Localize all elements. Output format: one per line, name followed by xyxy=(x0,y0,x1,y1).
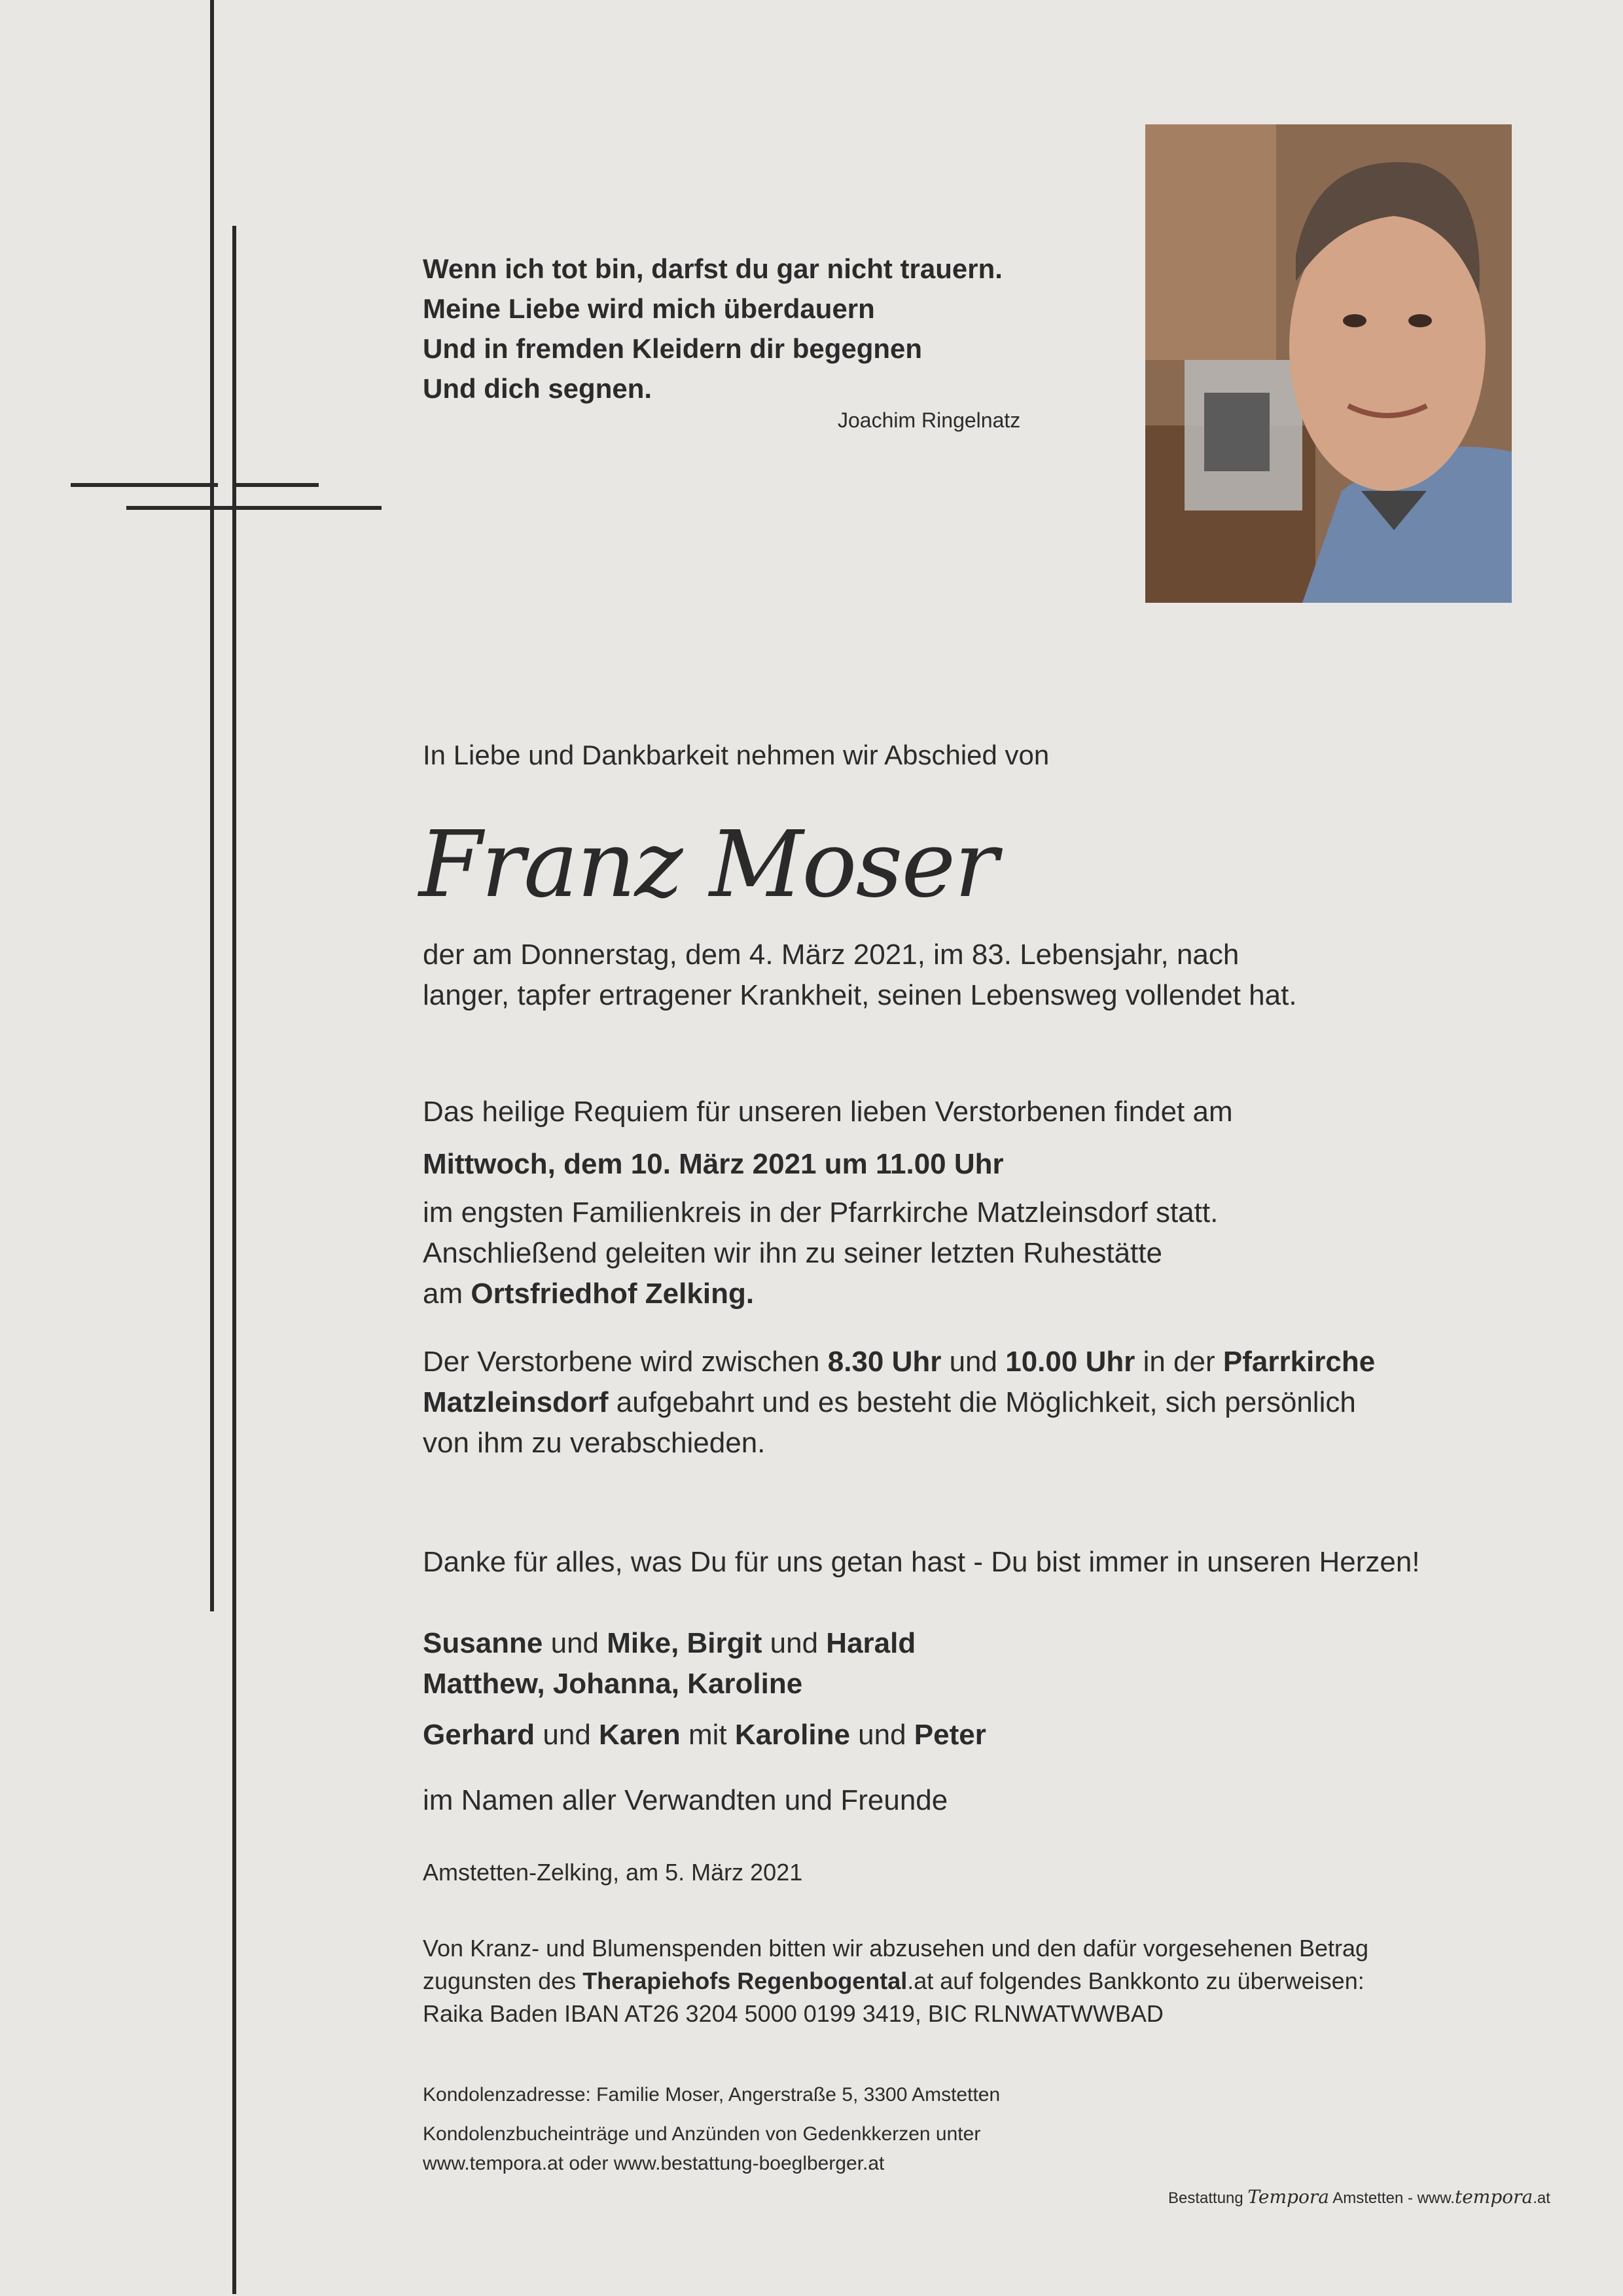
family-name: Peter xyxy=(914,1719,986,1751)
family-line: Matthew, Johanna, Karoline xyxy=(423,1668,803,1700)
poem-line: Und in fremden Kleidern dir begegnen xyxy=(423,333,923,364)
cross-horizontal-lower xyxy=(126,506,382,510)
condolence-book-line: www.tempora.at oder www.bestattung-boeglberger.at xyxy=(423,2153,885,2174)
bank-details: Raika Baden IBAN AT26 3204 5000 0199 3419, BIC RLNWATWWBAD xyxy=(423,2000,1164,2027)
portrait-photo xyxy=(1145,124,1512,603)
death-notice-line: langer, tapfer ertragener Krankheit, seinen Lebensweg vollendet hat. xyxy=(423,979,1297,1011)
viewing-line: von ihm zu verabschieden. xyxy=(423,1427,766,1459)
cross-vertical-short xyxy=(232,226,236,2294)
footer-text: .at xyxy=(1533,2189,1550,2207)
thanks-text: Danke für alles, was Du für uns getan hast - Du bist immer in unseren Herzen! xyxy=(423,1546,1420,1578)
family-line xyxy=(423,1715,986,1755)
family-connector: und xyxy=(543,1627,607,1659)
cross-horizontal-upper-left xyxy=(71,483,218,487)
requiem-line xyxy=(423,1274,1218,1314)
intro-text: In Liebe und Dankbarkeit nehmen wir Abschied von xyxy=(423,740,1050,770)
condolence-book xyxy=(423,2119,980,2178)
family-connector: und xyxy=(535,1719,599,1751)
poem-author: Joachim Ringelnatz xyxy=(838,408,1021,432)
condolence-address: Kondolenzadresse: Familie Moser, Angerstraße 5, 3300 Amstetten xyxy=(423,2084,1001,2106)
viewing-time-end: 10.00 Uhr xyxy=(1005,1346,1135,1378)
poem-line: Meine Liebe wird mich überdauern xyxy=(423,293,875,324)
cemetery-name: Ortsfriedhof Zelking. xyxy=(471,1278,755,1310)
donation-line xyxy=(423,1965,1368,1998)
viewing-text: in der xyxy=(1135,1346,1223,1378)
family-connector: mit xyxy=(680,1719,735,1751)
cross-vertical-long xyxy=(210,0,214,1611)
viewing-info xyxy=(423,1342,1375,1463)
viewing-line xyxy=(423,1342,1375,1382)
family-name: Harald xyxy=(826,1627,916,1659)
requiem-date: Mittwoch, dem 10. März 2021 um 11.00 Uhr xyxy=(423,1148,1004,1180)
footer-brand: tempora xyxy=(1454,2186,1533,2208)
condolence-book-line: Kondolenzbucheinträge und Anzünden von Gedenkkerzen unter xyxy=(423,2123,981,2145)
poem-line: Und dich segnen. xyxy=(423,373,652,404)
viewing-text: aufgebahrt und es besteht die Möglichkeit, sich persönlich xyxy=(608,1386,1356,1418)
requiem-line: im engsten Familienkreis in der Pfarrkirche Matzleinsdorf statt. xyxy=(423,1196,1219,1229)
viewing-text: Der Verstorbene wird zwischen xyxy=(423,1346,828,1378)
family-name: Gerhard xyxy=(423,1719,535,1751)
donation-text: zugunsten des xyxy=(423,1967,583,1994)
family-connector: und xyxy=(849,1719,914,1751)
poem xyxy=(423,249,1003,408)
cross-horizontal-upper-right xyxy=(232,483,319,487)
donation-text: .at auf folgendes Bankkonto zu überweisen: xyxy=(907,1967,1364,1994)
death-notice-line: der am Donnerstag, dem 4. März 2021, im 83. Lebensjahr, nach xyxy=(423,939,1240,971)
family-name: Mike, Birgit xyxy=(607,1627,762,1659)
requiem-line-prefix: am xyxy=(423,1278,471,1310)
family-name: Karen xyxy=(599,1719,681,1751)
footer-text: Bestattung xyxy=(1168,2189,1248,2207)
donation-line: Von Kranz- und Blumenspenden bitten wir abzusehen und den dafür vorgesehenen Betrag xyxy=(423,1935,1369,1962)
requiem-intro: Das heilige Requiem für unseren lieben Verstorbenen findet am xyxy=(423,1096,1233,1128)
viewing-location: Pfarrkirche xyxy=(1222,1346,1376,1378)
viewing-time-start: 8.30 Uhr xyxy=(827,1346,942,1378)
place-date: Amstetten-Zelking, am 5. März 2021 xyxy=(423,1859,803,1886)
deceased-name: Franz Moser xyxy=(419,812,997,918)
relatives-text: im Namen aller Verwandten und Freunde xyxy=(423,1784,948,1816)
family-connector: und xyxy=(762,1627,827,1659)
requiem-details xyxy=(423,1193,1218,1314)
footer-brand: Tempora xyxy=(1247,2186,1329,2208)
donation-request xyxy=(423,1932,1368,2030)
viewing-text: und xyxy=(941,1346,1006,1378)
footer-text: Amstetten - www. xyxy=(1329,2189,1455,2207)
death-notice xyxy=(423,935,1297,1016)
poem-line: Wenn ich tot bin, darfst du gar nicht trauern. xyxy=(423,253,1003,284)
viewing-line xyxy=(423,1382,1375,1423)
footer-imprint xyxy=(1168,2186,1550,2208)
viewing-location: Matzleinsdorf xyxy=(423,1386,609,1418)
family-name: Susanne xyxy=(423,1627,543,1659)
donation-recipient: Therapiehofs Regenbogental xyxy=(582,1967,908,1994)
family-line xyxy=(423,1623,916,1664)
family-name: Karoline xyxy=(734,1719,850,1751)
requiem-line: Anschließend geleiten wir ihn zu seiner letzten Ruhestätte xyxy=(423,1237,1162,1269)
